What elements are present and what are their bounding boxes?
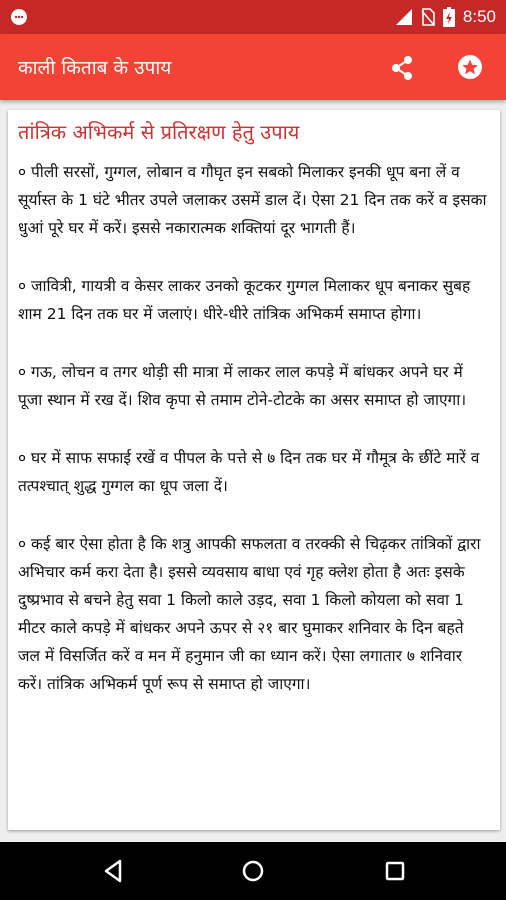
remedy-paragraph: ० कई बार ऐसा होता है कि शत्रु आपकी सफलता व तरक्की से चिढ़कर तांत्रिकों द्वारा अभिचार कर्म करा देता है। इससे व्यवसाय बाधा एवं गृह क्लेश होता है अतः इसके दुष्प्रभाव से बचने हेतु सवा 1 किलो काले उड़द, सवा 1 किलो कोयला को सवा 1 मीटर काले कपड़े में बांधकर अपने ऊपर से २१ बार घुमाकर शनिवार के दिन बहते जल में विसर्जित करें व मन में हनुमान जी का ध्यान करें। ऐसा लगातार ७ शनिवार करें। तांत्रिक अभिकर्म पूर्ण रूप से समाप्त हो जाएगा। (18, 535, 481, 693)
home-icon[interactable] (238, 856, 268, 886)
page-title: तांत्रिक अभिकर्म से प्रतिरक्षण हेतु उपाय (18, 120, 300, 144)
status-bar (0, 0, 506, 34)
battery-charging-icon (443, 7, 455, 27)
signal-icon (395, 8, 413, 26)
remedy-paragraph: ० घर में साफ सफाई रखें व पीपल के पत्ते से ७ दिन तक घर में गौमूत्र के छींटे मारें व तत्पश्चात् शुद्ध गुग्गल का धूप जला दें। (18, 449, 480, 495)
status-icons (395, 6, 496, 28)
favorite-star-icon[interactable] (455, 52, 485, 82)
content-body[interactable] (18, 158, 490, 728)
no-sim-icon (421, 8, 435, 26)
notification-icon (10, 8, 28, 26)
app-title: काली किताब के उपाय (18, 57, 172, 79)
content-card (8, 110, 500, 830)
app-bar (0, 34, 506, 100)
remedy-paragraph: ० जावित्री, गायत्री व केसर लाकर उनको कूटकर गुग्गल मिलाकर धूप बनाकर सुबह शाम 21 दिन तक घर में जलाएं। धीरे-धीरे तांत्रिक अभिकर्म समाप्त होगा। (18, 277, 471, 323)
remedy-paragraph: ० गऊ, लोचन व तगर थोड़ी सी मात्रा में लाकर लाल कपड़े में बांधकर अपने घर में पूजा स्थान में रख दें। शिव कृपा से तमाम टोने-टोटके का असर समाप्त हो जाएगा। (18, 363, 467, 409)
remedy-paragraph: ० पीली सरसों, गुग्गल, लोबान व गौघृत इन सबको मिलाकर इनकी धूप बना लें व सूर्यास्त के 1 घंटे भीतर उपले जलाकर उसमें डाल दें। ऐसा 21 दिन तक करें व इसका धुआं पूरे घर में करें। इससे नकारात्मक शक्तियां दूर भागती हैं। (18, 163, 487, 237)
share-icon[interactable] (388, 54, 416, 82)
navigation-bar (0, 842, 506, 900)
recents-icon[interactable] (380, 856, 410, 886)
back-icon[interactable] (98, 856, 128, 886)
status-time: 8:50 (462, 7, 496, 26)
